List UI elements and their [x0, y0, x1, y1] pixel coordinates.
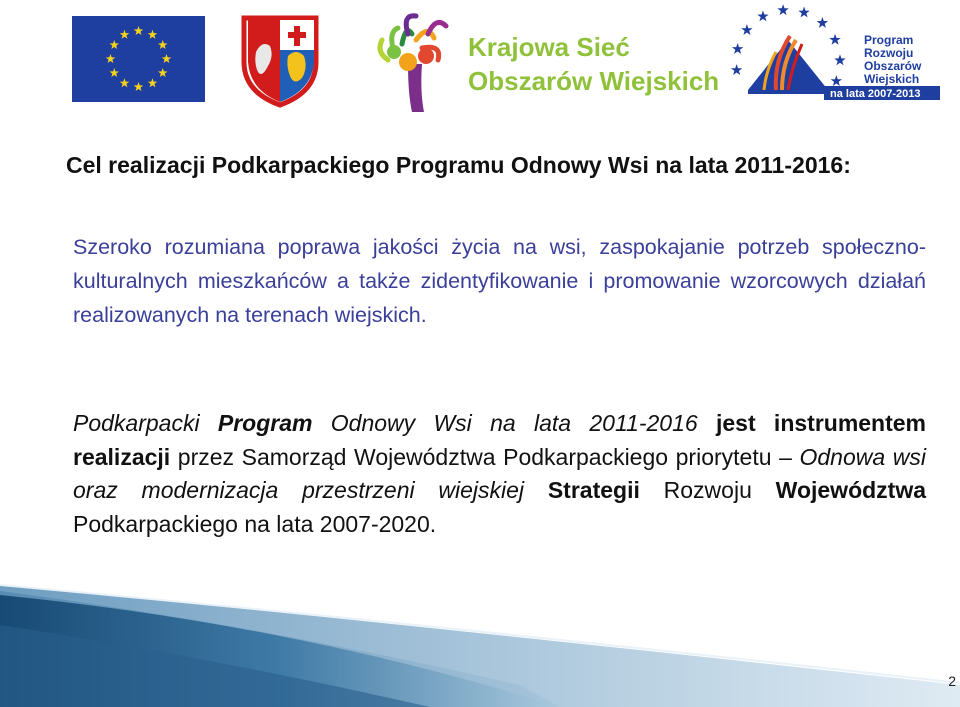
- prow-star-icon: [757, 10, 768, 21]
- para2-seg: Program: [217, 410, 313, 436]
- decorative-swoosh: [0, 585, 960, 707]
- para2-seg: Podkarpacki: [73, 410, 218, 436]
- page-number: 2: [948, 673, 956, 689]
- para2-seg: Odnowa wsi oraz modernizacja przestrzeni wiejskiej: [73, 443, 926, 503]
- prow-years: na lata 2007-2013: [830, 88, 921, 100]
- para2-seg: Rozwoju: [639, 477, 776, 503]
- prow-star-icon: [732, 43, 743, 54]
- prow-star-icon: [829, 34, 840, 45]
- logo-bar: [0, 0, 960, 125]
- prow-logo: [718, 0, 940, 112]
- para2-seg: przez Samorząd Województwa Podkarpackiego priorytetu –: [170, 443, 800, 470]
- prow-star-icon: [777, 4, 788, 15]
- ksow-line1: Krajowa Sieć: [468, 32, 630, 62]
- goal-paragraph: Szeroko rozumiana poprawa jakości życia na wsi, zaspokajanie potrzeb społeczno-kulturalnych mieszkańców a także zidentyfikowanie i promowanie wzorcowych działań realizowanych na terenach wiejskich.: [73, 235, 926, 327]
- prow-line2: Rozwoju: [864, 46, 914, 60]
- para2-seg: [524, 477, 548, 503]
- prow-star-icon: [731, 64, 742, 75]
- prow-star-icon: [798, 7, 809, 18]
- prow-line1: Program: [864, 33, 914, 47]
- prow-line3: Obszarów: [864, 59, 922, 73]
- para2-seg: Województwa: [775, 477, 927, 503]
- ksow-line2: Obszarów Wiejskich: [468, 66, 720, 96]
- ksow-logo: [372, 4, 720, 122]
- prow-star-icon: [831, 75, 842, 86]
- para2-seg: Strategii: [547, 477, 640, 503]
- para2-seg: Podkarpackiego na lata 2007-2020.: [73, 510, 437, 537]
- prow-line4: Wiejskich: [864, 72, 920, 86]
- prow-star-icon: [741, 24, 752, 35]
- prow-star-icon: [834, 54, 845, 65]
- prow-star-icon: [817, 17, 828, 28]
- instrument-paragraph: [73, 407, 926, 541]
- slide-heading: Cel realizacji Podkarpackiego Programu Odnowy Wsi na lata 2011-2016:: [66, 152, 851, 178]
- para2-seg: Odnowy Wsi na lata 2011-2016: [312, 410, 716, 436]
- para2-seg: jest instrumentem realizacji: [73, 410, 927, 470]
- eu-flag-logo: [72, 16, 205, 102]
- coat-of-arms-logo: [240, 12, 320, 108]
